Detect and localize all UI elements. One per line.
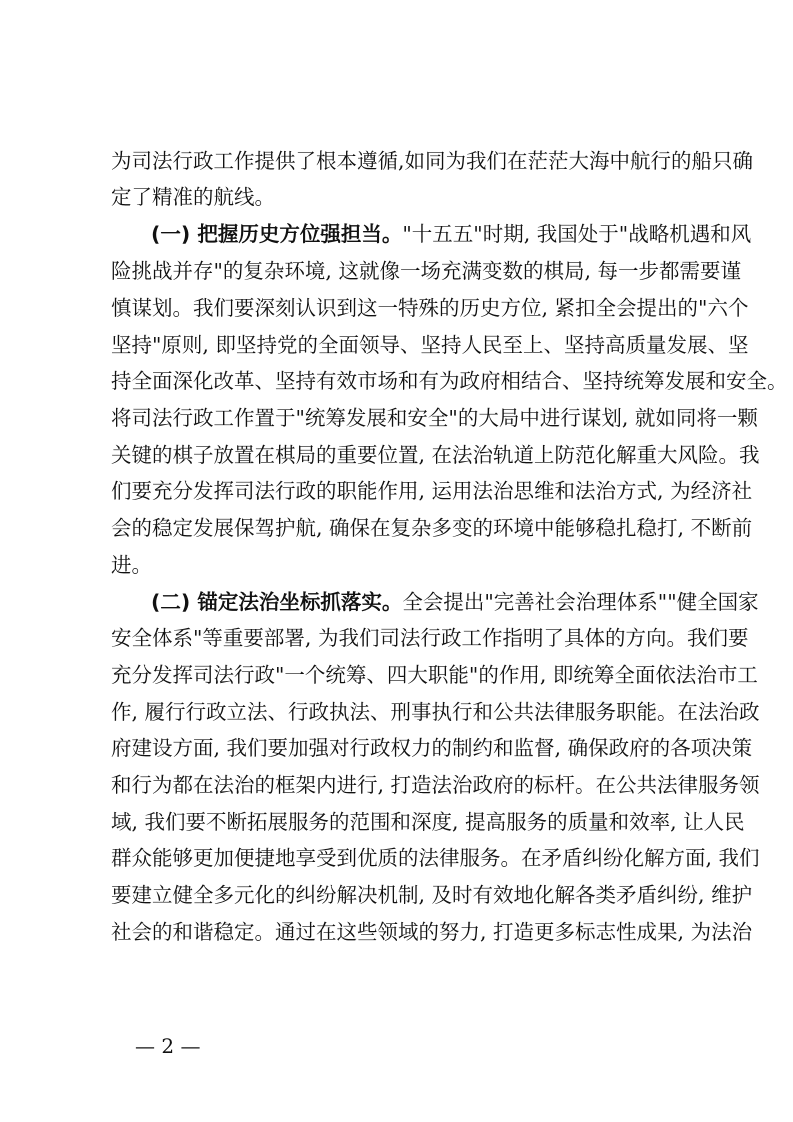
body-line: 为司法行政工作提供了根本遵循,如同为我们在茫茫大海中航行的船只确 bbox=[111, 149, 754, 173]
page-number: — 2 — bbox=[135, 1034, 201, 1058]
body-line: 群众能够更加便捷地享受到优质的法律服务。在矛盾纠纷化解方面, 我们 bbox=[111, 846, 760, 870]
body-line: 们要充分发挥司法行政的职能作用, 运用法治思维和法治方式, 为经济社 bbox=[111, 479, 753, 503]
body-line: 慎谋划。我们要深刻认识到这一特殊的历史方位, 紧扣全会提出的"六个 bbox=[111, 296, 749, 320]
body-line: 作, 履行行政立法、行政执法、刑事执行和公共法律服务职能。在法治政 bbox=[111, 700, 760, 724]
body-line: 进。 bbox=[111, 553, 152, 577]
section-heading-continuation: "十五五"时期, 我国处于"战略机遇和风 bbox=[402, 222, 752, 246]
body-line: 定了精准的航线。 bbox=[111, 185, 275, 209]
body-line: 险挑战并存"的复杂环境, 这就像一场充满变数的棋局, 每一步都需要谨 bbox=[111, 259, 741, 283]
body-line: 和行为都在法治的框架内进行, 打造法治政府的标杆。在公共法律服务领 bbox=[111, 773, 760, 797]
body-line: 坚持"原则, 即坚持党的全面领导、坚持人民至上、坚持高质量发展、坚 bbox=[111, 333, 749, 357]
body-line: 充分发挥司法行政"一个统筹、四大职能"的作用, 即统筹全面依法治市工 bbox=[111, 663, 758, 687]
body-line: 安全体系"等重要部署, 为我们司法行政工作指明了具体的方向。我们要 bbox=[111, 626, 749, 650]
section-heading: (二) 锚定法治坐标抓落实。 bbox=[151, 590, 403, 614]
section-heading-line bbox=[151, 588, 759, 616]
body-line: 府建设方面, 我们要加强对行政权力的制约和监督, 确保政府的各项决策 bbox=[111, 736, 753, 760]
body-line: 将司法行政工作置于"统筹发展和安全"的大局中进行谋划, 就如同将一颗 bbox=[111, 406, 758, 430]
body-line: 域, 我们要不断拓展服务的范围和深度, 提高服务的质量和效率, 让人民 bbox=[111, 810, 745, 834]
section-heading-line bbox=[151, 220, 752, 248]
section-heading-continuation: 全会提出"完善社会治理体系""健全国家 bbox=[402, 590, 759, 614]
body-line: 持全面深化改革、坚持有效市场和有为政府相结合、坚持统筹发展和安全。 bbox=[111, 369, 788, 393]
body-line: 会的稳定发展保驾护航, 确保在复杂多变的环境中能够稳扎稳打, 不断前 bbox=[111, 516, 753, 540]
section-heading: (一) 把握历史方位强担当。 bbox=[151, 222, 403, 246]
body-line: 要建立健全多元化的纠纷解决机制, 及时有效地化解各类矛盾纠纷, 维护 bbox=[111, 883, 753, 907]
body-line: 社会的和谐稳定。通过在这些领域的努力, 打造更多标志性成果, 为法治 bbox=[111, 920, 753, 944]
body-line: 关键的棋子放置在棋局的重要位置, 在法治轨道上防范化解重大风险。我 bbox=[111, 443, 760, 467]
